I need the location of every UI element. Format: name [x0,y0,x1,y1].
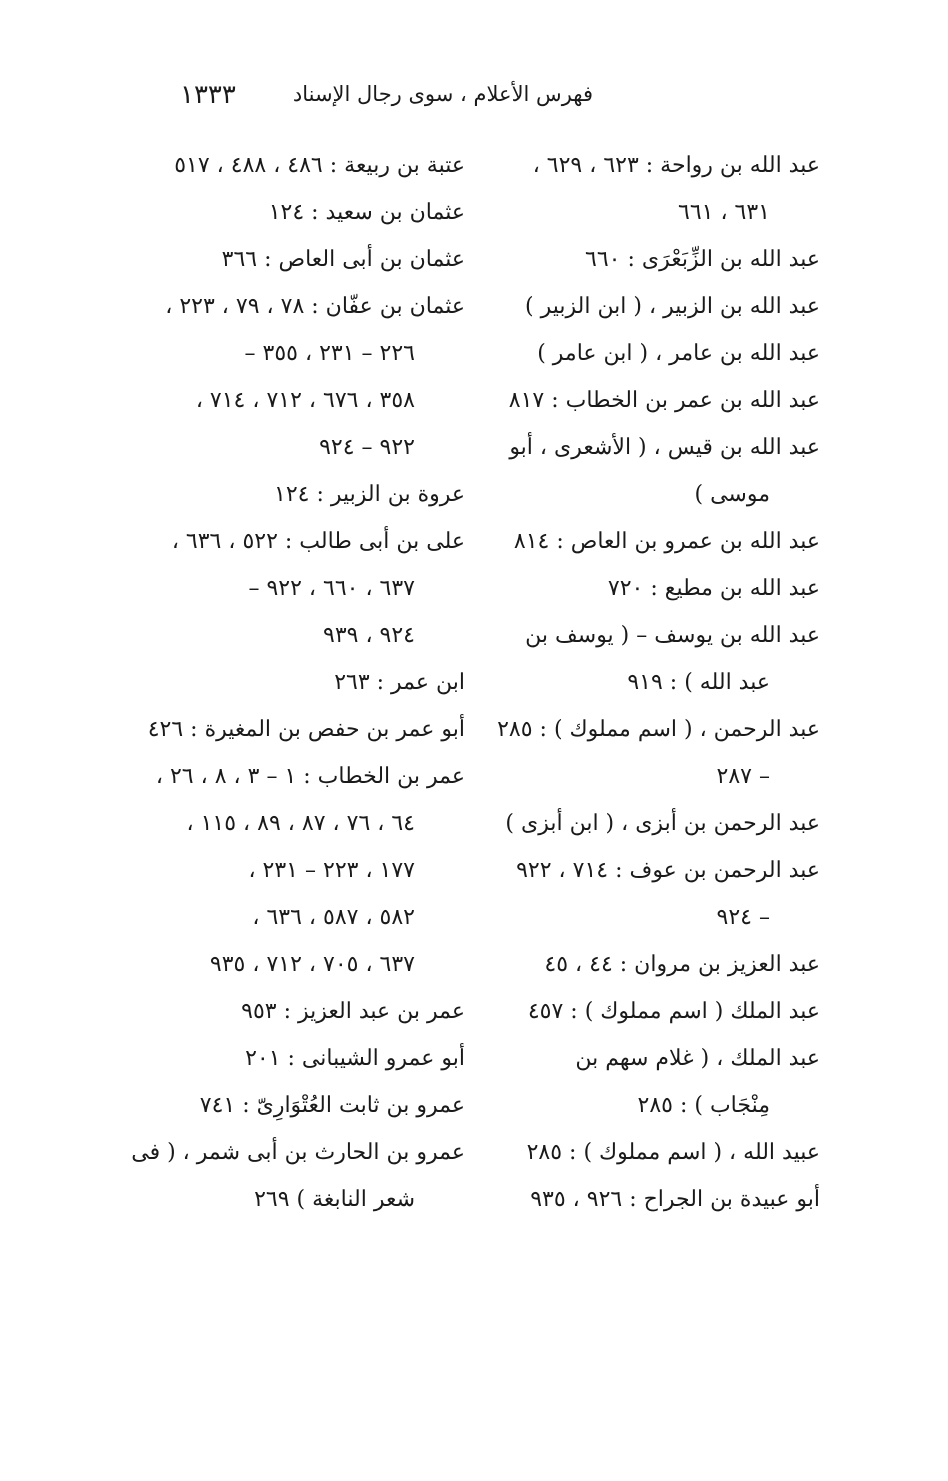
index-entry: عبد الله بن عمرو بن العاص : ٨١٤ [513,529,820,554]
index-entry-continuation: ٦٣٧ ، ٦٦٠ ، ٩٢٢ – [248,576,415,601]
index-entry: على بن أبى طالب : ٥٢٢ ، ٦٣٦ ، [171,529,465,554]
index-entry-continuation: ٦٣٧ ، ٧٠٥ ، ٧١٢ ، ٩٣٥ [209,952,415,977]
index-entry: عبد الله بن الزبير ، ( ابن الزبير ) [525,294,820,319]
index-entry: عمر بن الخطاب : ١ – ٣ ، ٨ ، ٢٦ ، [155,764,465,789]
index-entry: عبيد الله ، ( اسم مملوك ) : ٢٨٥ [526,1140,820,1165]
index-entry-continuation: – ٢٨٧ [716,764,770,789]
page-number: ١٣٣٣ [180,80,236,110]
index-entry: عبد الرحمن بن أبزى ، ( ابن أبزى ) [505,811,820,836]
index-entry: عبد الله بن رواحة : ٦٢٣ ، ٦٢٩ ، [532,153,820,178]
index-entry-continuation: مِنْجَاب ) : ٢٨٥ [637,1093,770,1118]
index-entry: عبد الملك ( اسم مملوك ) : ٤٥٧ [527,999,820,1024]
index-entry-continuation: ٩٢٢ – ٩٢٤ [319,435,415,460]
index-entry: عروة بن الزبير : ١٢٤ [274,482,465,507]
index-entry: عثمان بن عفّان : ٧٨ ، ٧٩ ، ٢٢٣ ، [165,294,465,319]
index-entry: أبو عمرو الشيبانى : ٢٠١ [245,1046,465,1071]
index-entry: ابن عمر : ٢٦٣ [334,670,465,695]
index-entry: عبد الله بن يوسف – ( يوسف بن [525,623,820,648]
index-entry: أبو عمر بن حفص بن المغيرة : ٤٢٦ [147,717,465,742]
index-entry: عمر بن عبد العزيز : ٩٥٣ [241,999,465,1024]
index-column-left [131,142,465,1223]
index-entry-continuation: ٦٤ ، ٧٦ ، ٨٧ ، ٨٩ ، ١١٥ ، [186,811,415,836]
index-entry: عمرو بن ثابت العُتْوَارِىّ : ٧٤١ [199,1093,465,1118]
index-entry-continuation: ٥٨٢ ، ٥٨٧ ، ٦٣٦ ، [252,905,415,930]
index-entry: عبد الله بن قيس ، ( الأشعرى ، أبو [509,435,820,460]
index-entry: عثمان بن أبى العاص : ٣٦٦ [221,247,465,272]
index-entry: عبد الله بن مطيع : ٧٢٠ [607,576,820,601]
index-entry: عبد الله بن الزِّبَعْرَى : ٦٦٠ [585,247,820,272]
index-entry-continuation: ١٧٧ ، ٢٢٣ – ٢٣١ ، [248,858,415,883]
index-entry-continuation: ٣٥٨ ، ٦٧٦ ، ٧١٢ ، ٧١٤ ، [195,388,415,413]
running-title: فهرس الأعلام ، سوى رجال الإسناد [292,82,593,106]
index-entry-continuation: ٩٢٤ ، ٩٣٩ [323,623,415,648]
index-entry: أبو عبيدة بن الجراح : ٩٢٦ ، ٩٣٥ [530,1187,820,1212]
index-entry: عتبة بن ربيعة : ٤٨٦ ، ٤٨٨ ، ٥١٧ [174,153,465,178]
index-entry: عبد الله بن عمر بن الخطاب : ٨١٧ [508,388,820,413]
index-entry: عمرو بن الحارث بن أبى شمر ، ( فى [131,1140,465,1165]
index-entry: عبد الله بن عامر ، ( ابن عامر ) [537,341,820,366]
index-entry: عبد الرحمن ، ( اسم مملوك ) : ٢٨٥ [497,717,820,742]
index-entry: عبد الرحمن بن عوف : ٧١٤ ، ٩٢٢ [516,858,820,883]
index-entry-continuation: ٢٢٦ – ٢٣١ ، ٣٥٥ – [244,341,415,366]
index-entry-continuation: – ٩٢٤ [716,905,770,930]
index-column-right [490,142,820,1223]
index-entry: عبد الملك ، ( غلام سهم بن [575,1046,820,1071]
index-entry-continuation: شعر النابغة ) ٢٦٩ [254,1187,415,1212]
index-entry: عبد العزيز بن مروان : ٤٤ ، ٤٥ [544,952,820,977]
index-entry-continuation: عبد الله ) : ٩١٩ [627,670,770,695]
index-entry-continuation: ٦٣١ ، ٦٦١ [678,200,770,225]
page-header [0,80,948,120]
index-entry: عثمان بن سعيد : ١٢٤ [268,200,465,225]
index-entry-continuation: موسى ) [694,482,770,507]
